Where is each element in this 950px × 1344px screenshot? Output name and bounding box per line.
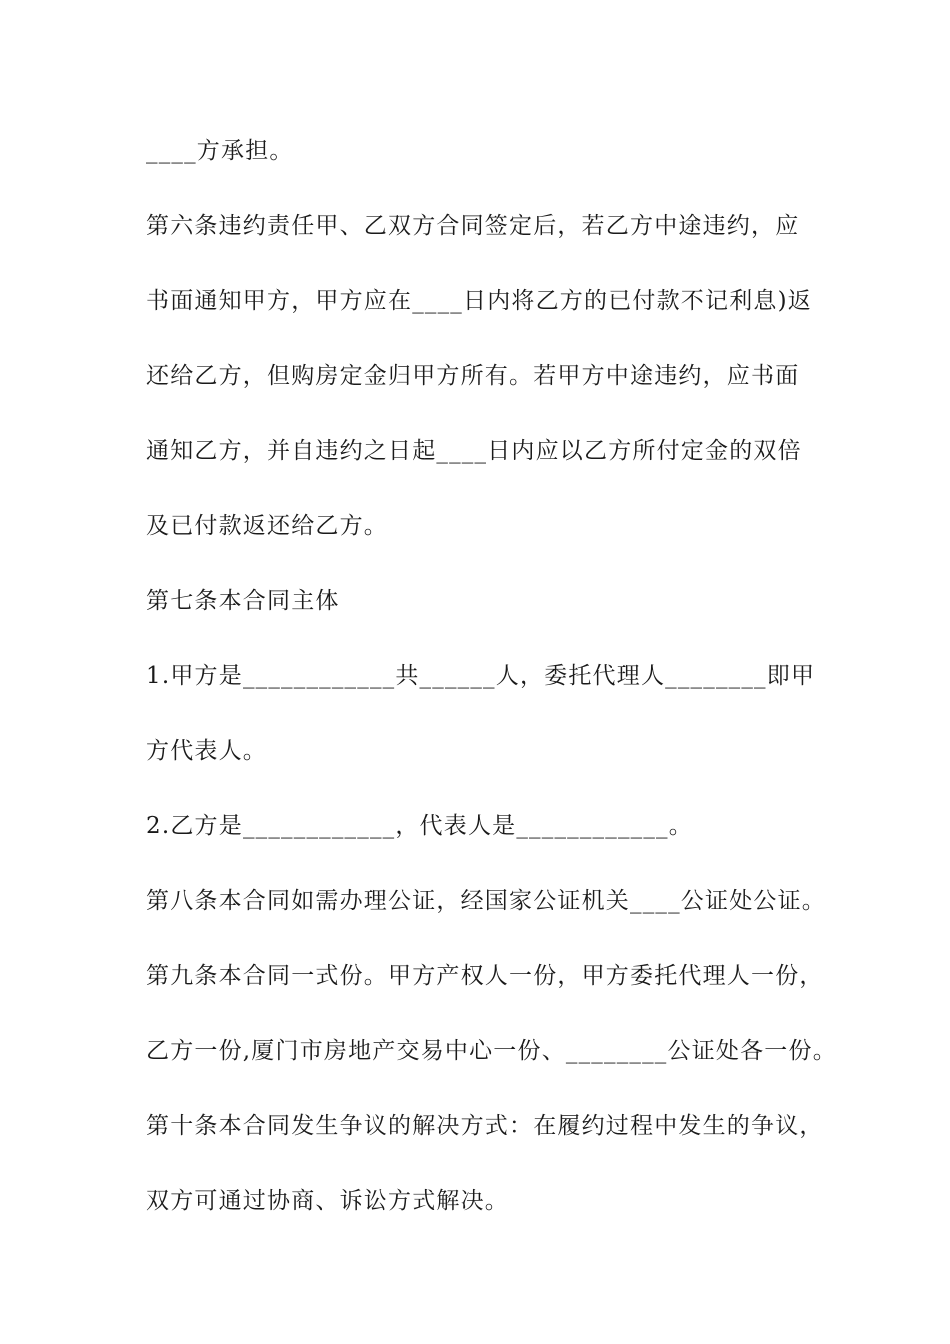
text-line: 1.甲方是____________共______人，委托代理人________即甲 xyxy=(146,663,816,689)
text-line: 第八条本合同如需办理公证，经国家公证机关____公证处公证。 xyxy=(146,888,826,914)
text-line: 及已付款返还给乙方。 xyxy=(146,513,388,539)
text-line: 2.乙方是____________，代表人是____________。 xyxy=(146,813,693,839)
text-line: 还给乙方，但购房定金归甲方所有。若甲方中途违约，应书面 xyxy=(146,363,800,389)
text-line: 方代表人。 xyxy=(146,738,267,764)
section-heading: 第七条本合同主体 xyxy=(146,588,340,614)
text-line: 双方可通过协商、诉讼方式解决。 xyxy=(146,1188,509,1214)
text-line: 乙方一份,厦门市房地产交易中心一份、________公证处各一份。 xyxy=(146,1038,837,1064)
text-line: 通知乙方，并自违约之日起____日内应以乙方所付定金的双倍 xyxy=(146,438,802,464)
text-line: 第十条本合同发生争议的解决方式：在履约过程中发生的争议， xyxy=(146,1113,824,1139)
text-line: 第六条违约责任甲、乙双方合同签定后，若乙方中途违约，应 xyxy=(146,213,800,239)
text-line: 第九条本合同一式份。甲方产权人一份，甲方委托代理人一份， xyxy=(146,963,824,989)
text-line: ____方承担。 xyxy=(146,138,294,164)
text-line: 书面通知甲方，甲方应在____日内将乙方的已付款不记利息)返 xyxy=(146,288,812,314)
